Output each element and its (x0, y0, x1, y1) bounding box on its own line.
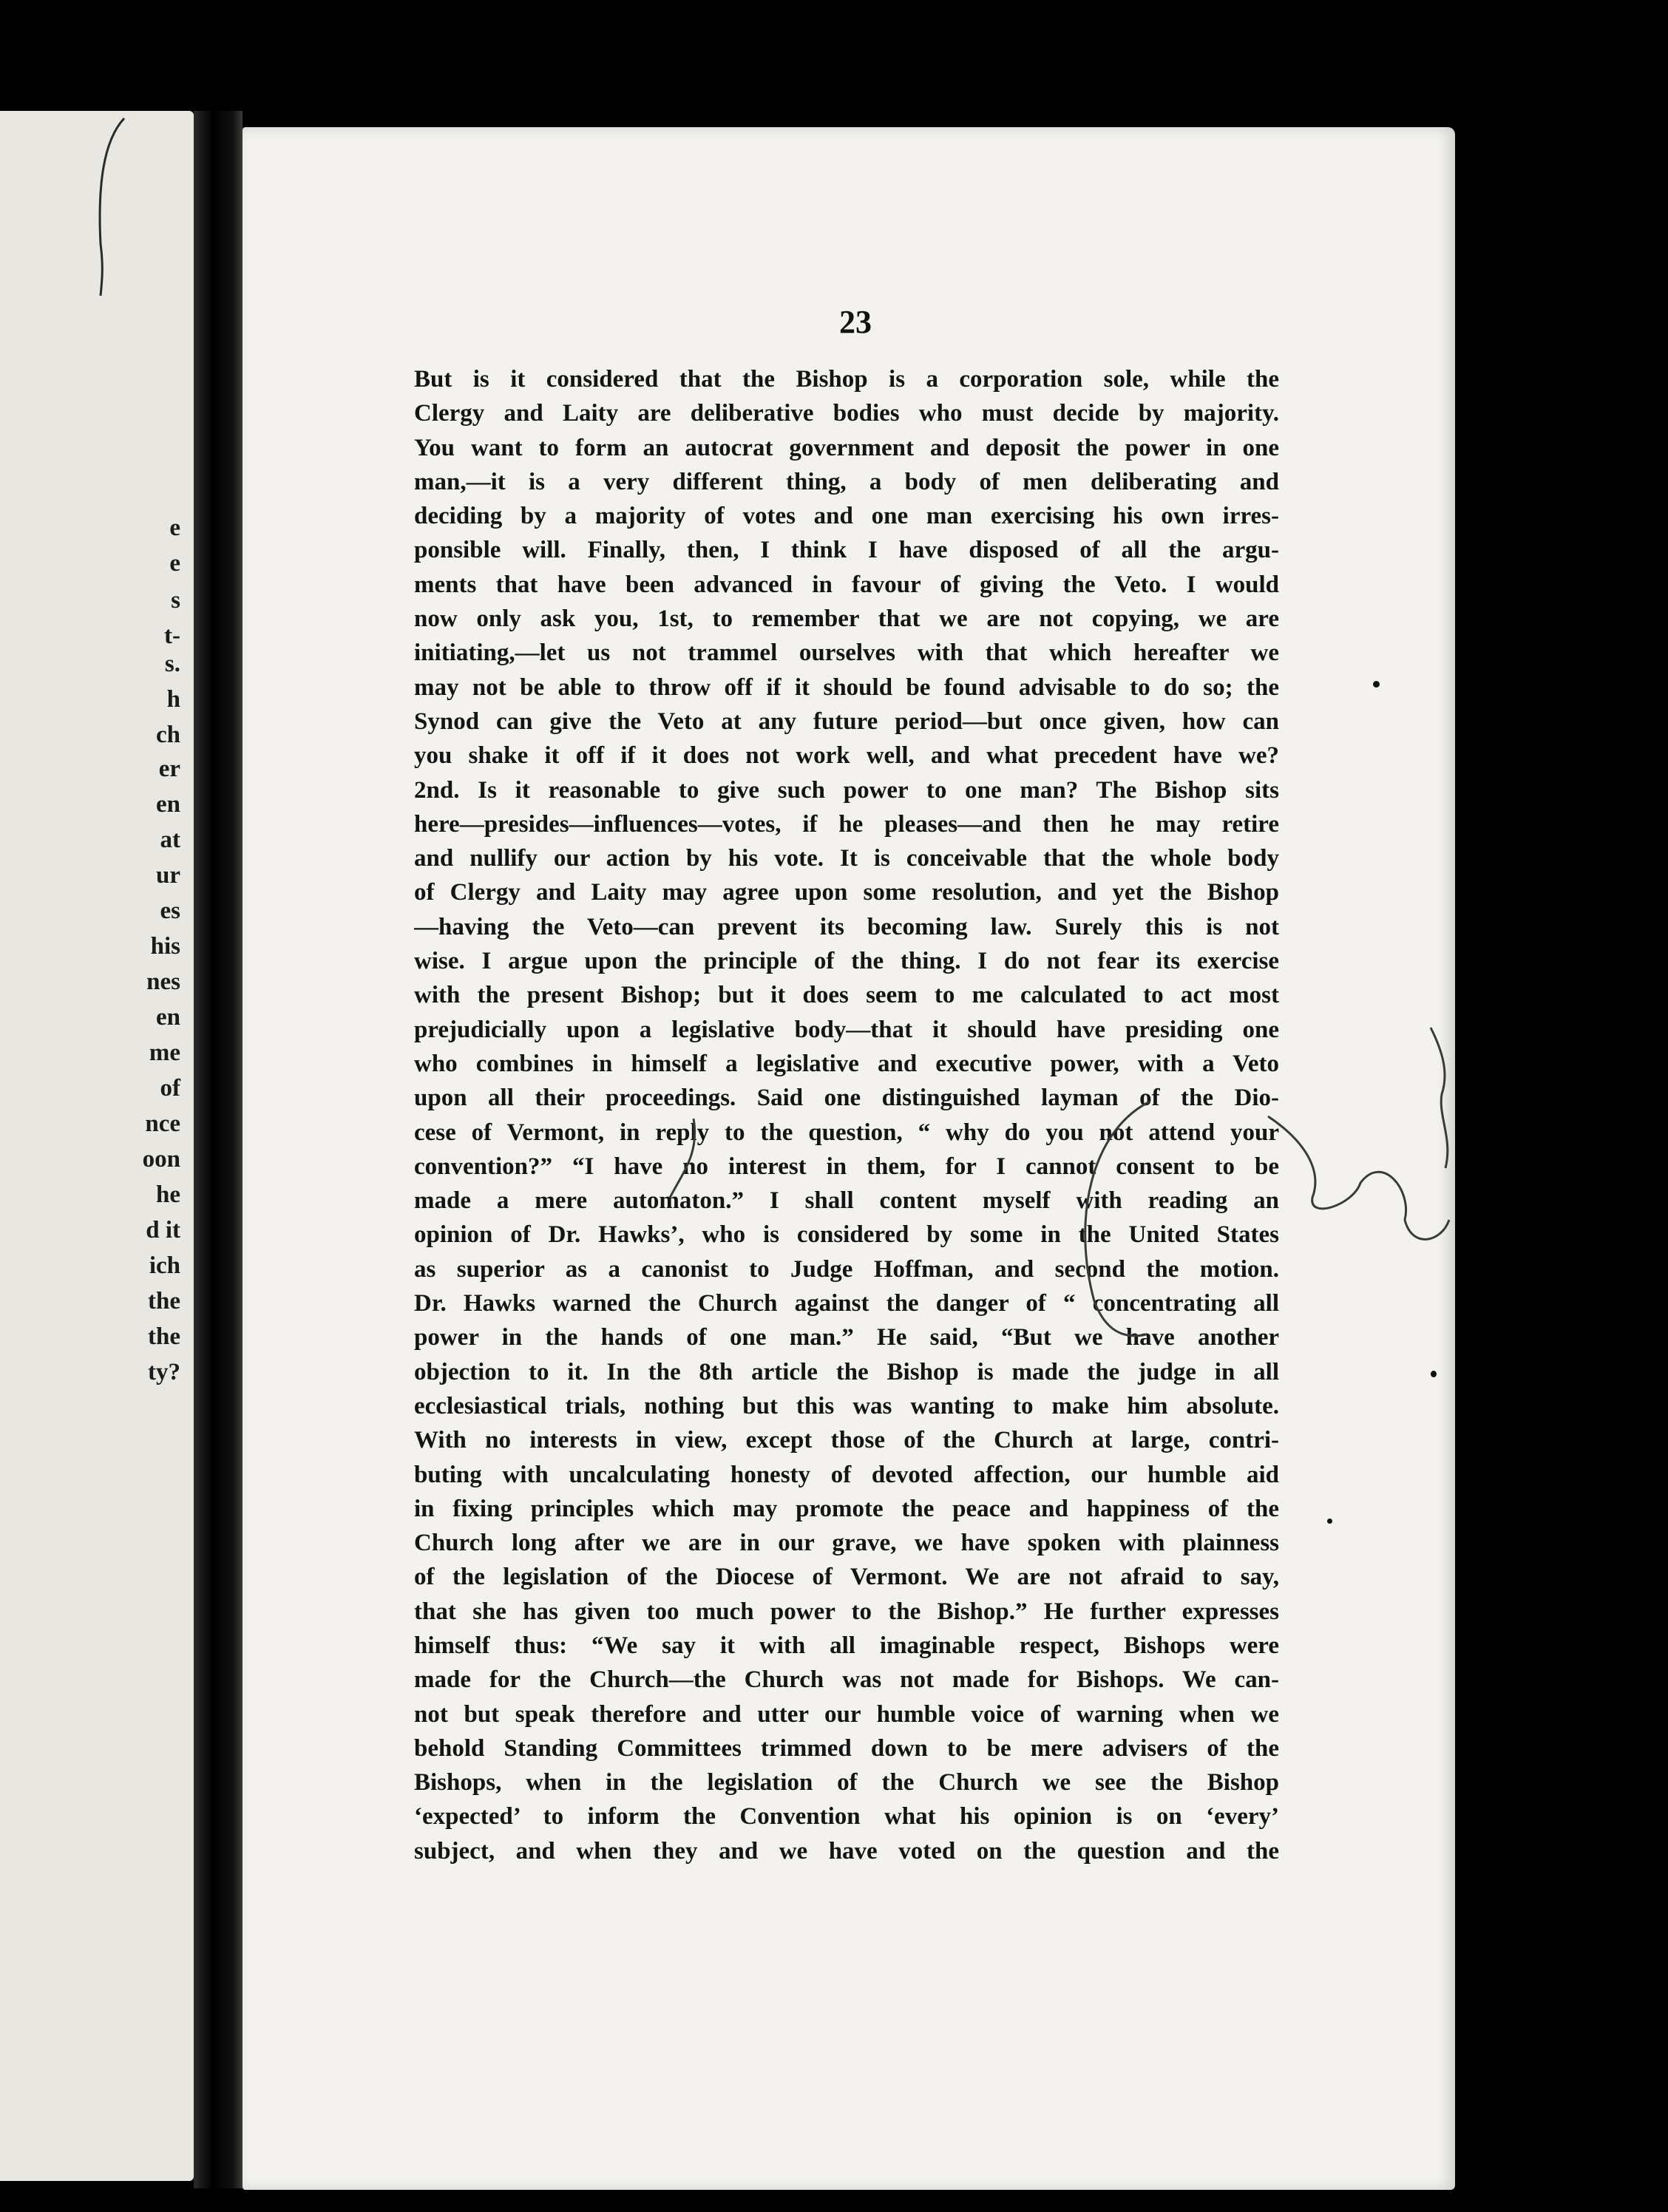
text-line: in fixing principles which may promote the peace and happiness of the (414, 1495, 1279, 1522)
left-page-fragment: e (169, 550, 180, 577)
left-page-fragment: me (149, 1039, 180, 1066)
left-page-fragment: ty? (148, 1359, 180, 1385)
left-page-fragment: nce (145, 1110, 180, 1137)
text-line: subject, and when they and we have voted on the question and the (414, 1837, 1279, 1865)
text-line: power in the hands of one man.” He said, “But we have another (414, 1324, 1279, 1351)
left-page-fragment: he (156, 1181, 180, 1208)
left-page-fragment: s. (164, 651, 180, 677)
left-page-fragment: at (160, 827, 180, 853)
text-line: Church long after we are in our grave, we have spoken with plainness (414, 1530, 1279, 1557)
text-line: Dr. Hawks warned the Church against the danger of “ concentrating all (414, 1290, 1279, 1317)
text-line: deciding by a majority of votes and one man exercising his own irres- (414, 503, 1279, 530)
dust-speck (1327, 1519, 1332, 1524)
text-line: himself thus: “We say it with all imaginable respect, Bishops were (414, 1632, 1279, 1659)
text-line: that she has given too much power to the Bishop.” He further expresses (414, 1598, 1279, 1625)
text-line: who combines in himself a legislative and executive power, with a Veto (414, 1050, 1279, 1077)
text-line: may not be able to throw off if it should be found advisable to do so; the (414, 674, 1279, 701)
text-line: ments that have been advanced in favour of giving the Veto. I would (414, 571, 1279, 598)
text-line: Bishops, when in the legislation of the Church we see the Bishop (414, 1769, 1279, 1797)
text-line: objection to it. In the 8th article the Bishop is made the judge in all (414, 1358, 1279, 1385)
text-line: You want to form an autocrat government and deposit the power in one (414, 434, 1279, 461)
text-line: made for the Church—the Church was not made for Bishops. We can- (414, 1666, 1279, 1694)
left-page-fragment: s (171, 587, 180, 614)
text-line: of the legislation of the Diocese of Vermont. We are not afraid to say, (414, 1564, 1279, 1591)
text-line: you shake it off if it does not work well, and what precedent have we? (414, 742, 1279, 770)
dust-speck (1431, 1371, 1437, 1377)
text-line: But is it considered that the Bishop is a corporation sole, while the (414, 366, 1279, 393)
text-line: behold Standing Committees trimmed down to be mere advisers of the (414, 1734, 1279, 1762)
text-line: now only ask you, 1st, to remember that we are not copying, we are (414, 605, 1279, 633)
text-line: With no interests in view, except those of the Church at large, contri- (414, 1427, 1279, 1454)
left-page-fragment: es (160, 898, 180, 924)
text-line: ‘expected’ to inform the Convention what his opinion is on ‘every’ (414, 1803, 1279, 1831)
book-gutter (194, 111, 243, 2188)
left-page-fragment: nes (146, 968, 180, 995)
left-page-fragment: the (148, 1323, 180, 1350)
text-line: upon all their proceedings. Said one distinguished layman of the Dio- (414, 1085, 1279, 1112)
left-page-fragment: en (156, 791, 180, 818)
text-line: made a mere automaton.” I shall content myself with reading an (414, 1187, 1279, 1215)
left-page-fragment: oon (142, 1146, 180, 1173)
text-line: opinion of Dr. Hawks’, who is considered by some in the United States (414, 1221, 1279, 1249)
text-line: and nullify our action by his vote. It is conceivable that the whole body (414, 845, 1279, 872)
text-line: initiating,—let us not trammel ourselves with that which hereafter we (414, 639, 1279, 667)
text-line: buting with uncalculating honesty of devoted affection, our humble aid (414, 1461, 1279, 1488)
left-page-fragment: en (156, 1004, 180, 1031)
left-facing-page (0, 111, 194, 2181)
text-line: ponsible will. Finally, then, I think I have disposed of all the argu- (414, 537, 1279, 564)
text-line: —having the Veto—can prevent its becoming law. Surely this is not (414, 913, 1279, 940)
body-text (414, 362, 1279, 1868)
text-line: ecclesiastical trials, nothing but this was wanting to make him absolute. (414, 1392, 1279, 1419)
text-line: of Clergy and Laity may agree upon some resolution, and yet the Bishop (414, 879, 1279, 906)
dust-speck (1373, 681, 1380, 688)
page-number: 23 (839, 304, 872, 340)
text-line: as superior as a canonist to Judge Hoffman, and second the motion. (414, 1255, 1279, 1283)
left-page-fragment: d it (146, 1217, 180, 1244)
left-page-fragment: the (148, 1288, 180, 1314)
text-line: Synod can give the Veto at any future period—but once given, how can (414, 708, 1279, 735)
text-line: convention?” “I have no interest in them, for I cannot consent to be (414, 1153, 1279, 1180)
left-page-fragment: e (169, 515, 180, 541)
left-page-fragment: h (166, 686, 180, 713)
left-page-fragment: t- (164, 622, 180, 649)
left-page-fragment: er (158, 756, 180, 782)
text-line: here—presides—influences—votes, if he pleases—and then he may retire (414, 810, 1279, 838)
text-line: wise. I argue upon the principle of the thing. I do not fear its exercise (414, 948, 1279, 975)
left-page-fragment: his (150, 933, 180, 960)
text-line: man,—it is a very different thing, a body of men deliberating and (414, 468, 1279, 495)
text-line: with the present Bishop; but it does seem to me calculated to act most (414, 982, 1279, 1009)
text-line: not but speak therefore and utter our humble voice of warning when we (414, 1700, 1279, 1728)
left-page-fragment: ich (149, 1252, 180, 1279)
left-page-fragment: ur (156, 862, 180, 889)
text-line: prejudicially upon a legislative body—that it should have presiding one (414, 1016, 1279, 1043)
text-line: Clergy and Laity are deliberative bodies who must decide by majority. (414, 400, 1279, 427)
left-page-fragment: of (160, 1075, 180, 1102)
text-line: 2nd. Is it reasonable to give such power to one man? The Bishop sits (414, 776, 1279, 804)
left-page-fragment: ch (156, 722, 180, 748)
text-line: cese of Vermont, in reply to the question, “ why do you not attend your (414, 1119, 1279, 1146)
